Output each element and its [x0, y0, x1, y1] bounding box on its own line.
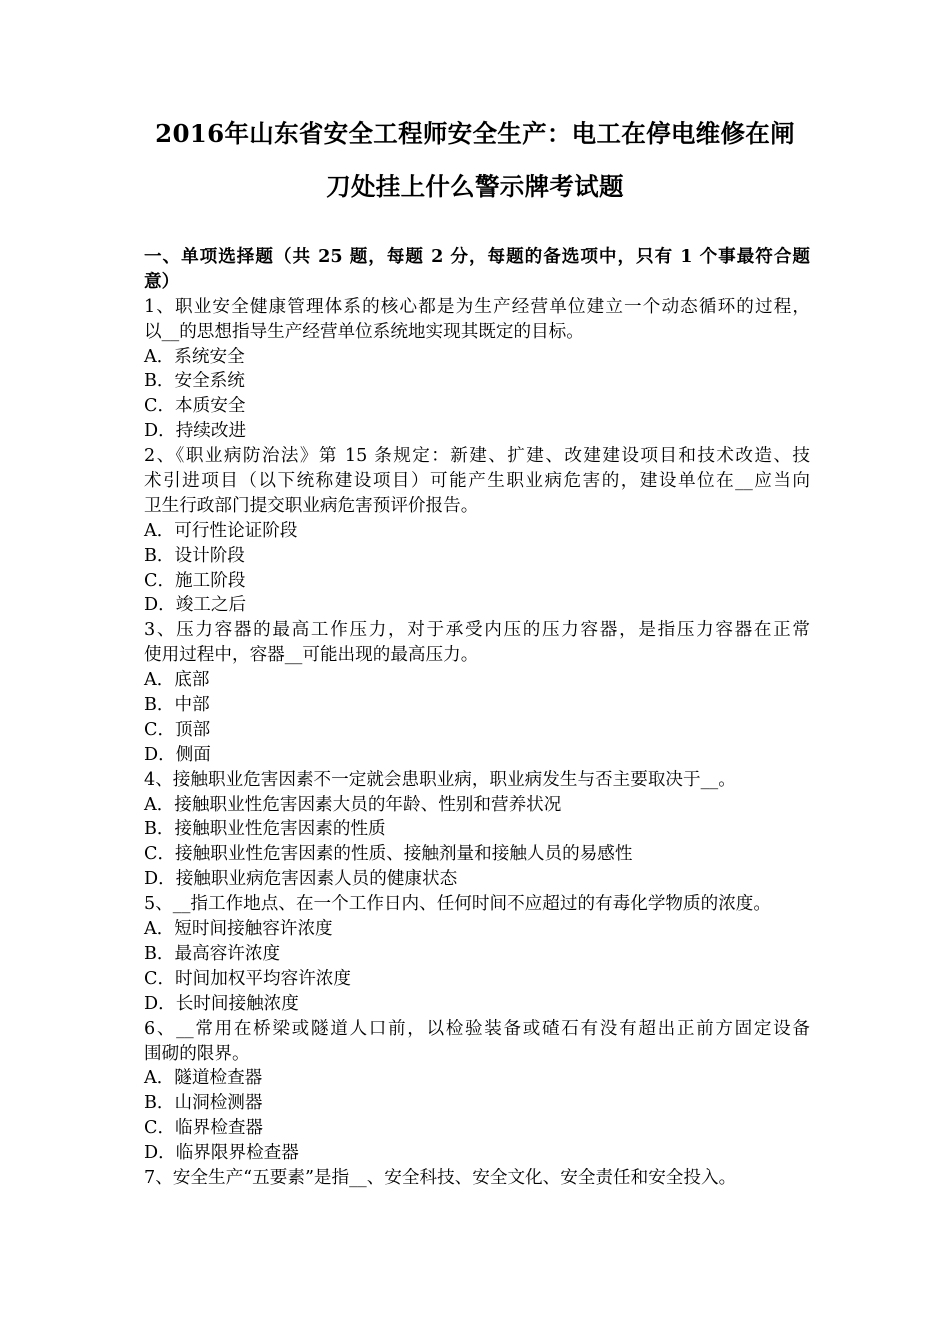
answer-option-b: B．设计阶段: [144, 545, 245, 566]
answer-option-d: D．接触职业病危害因素人员的健康状态: [144, 869, 458, 890]
answer-option-b: B．安全系统: [144, 371, 245, 392]
answer-option-d: D．侧面: [144, 744, 211, 765]
document-title-line-1: 2016年山东省安全工程师安全生产：电工在停电维修在闸: [155, 119, 795, 148]
question-stem-line: 围砌的限界。: [144, 1043, 250, 1064]
answer-option-a: A．可行性论证阶段: [144, 520, 298, 541]
document-title-line-2: 刀处挂上什么警示牌考试题: [326, 172, 624, 201]
question-stem-line: 3、压力容器的最高工作压力，对于承受内压的压力容器，是指压力容器在正常: [144, 620, 810, 641]
answer-option-a: A．底部: [144, 670, 210, 691]
answer-option-b: B．接触职业性危害因素的性质: [144, 819, 386, 840]
answer-option-c: C．本质安全: [144, 396, 246, 417]
question-1: [144, 295, 810, 444]
document-body: [144, 245, 810, 1191]
question-6: [144, 1017, 810, 1166]
answer-option-c: C．时间加权平均容许浓度: [144, 968, 351, 989]
answer-option-b: B．山洞检测器: [144, 1093, 263, 1114]
question-stem-line: 1、职业安全健康管理体系的核心都是为生产经营单位建立一个动态循环的过程，: [144, 296, 810, 317]
question-4: [144, 768, 810, 892]
answer-option-d: D．长时间接触浓度: [144, 993, 299, 1014]
question-stem-line: 卫生行政部门提交职业病危害预评价报告。: [144, 495, 479, 516]
answer-option-b: B．最高容许浓度: [144, 943, 281, 964]
question-stem-line: 5、__指工作地点、在一个工作日内、任何时间不应超过的有毒化学物质的浓度。: [144, 894, 771, 915]
answer-option-a: A．接触职业性危害因素大员的年龄、性别和营养状况: [144, 794, 562, 815]
question-stem-line: 以__的思想指导生产经营单位系统地实现其既定的目标。: [144, 321, 584, 342]
question-3: [144, 618, 810, 767]
answer-option-d: D．持续改进: [144, 421, 247, 442]
answer-option-c: C．顶部: [144, 719, 211, 740]
question-stem-line: 4、接触职业危害因素不一定就会患职业病，职业病发生与否主要取决于__。: [144, 769, 736, 790]
answer-option-a: A．隧道检查器: [144, 1068, 263, 1089]
answer-option-c: C．临界检查器: [144, 1118, 264, 1139]
answer-option-a: A．短时间接触容许浓度: [144, 919, 333, 940]
answer-option-c: C．接触职业性危害因素的性质、接触剂量和接触人员的易感性: [144, 844, 633, 865]
question-stem-line: 使用过程中，容器__可能出现的最高压力。: [144, 645, 479, 666]
answer-option-a: A．系统安全: [144, 346, 245, 367]
section-header-line-2: 意）: [144, 270, 180, 292]
question-stem-line: 术引进项目（以下统称建设项目）可能产生职业病危害的，建设单位在__应当向: [144, 471, 810, 492]
section-header-line-1: 一、单项选择题（共 25 题，每题 2 分，每题的备选项中，只有 1 个事最符合题: [144, 246, 810, 267]
question-stem-line: 6、__常用在桥梁或隧道人口前，以检验装备或碴石有没有超出正前方固定设备: [144, 1018, 810, 1039]
question-5: [144, 892, 810, 1016]
question-2: [144, 444, 810, 618]
answer-option-d: D．竣工之后: [144, 595, 247, 616]
answer-option-d: D．临界限界检查器: [144, 1143, 299, 1164]
answer-option-b: B．中部: [144, 695, 210, 716]
question-stem-line: 2、《职业病防治法》第 15 条规定：新建、扩建、改建建设项目和技术改造、技: [144, 446, 810, 467]
question-7: [144, 1166, 810, 1191]
question-stem-line: 7、安全生产“五要素”是指__、安全科技、安全文化、安全责任和安全投入。: [144, 1167, 737, 1188]
answer-option-c: C．施工阶段: [144, 570, 246, 591]
